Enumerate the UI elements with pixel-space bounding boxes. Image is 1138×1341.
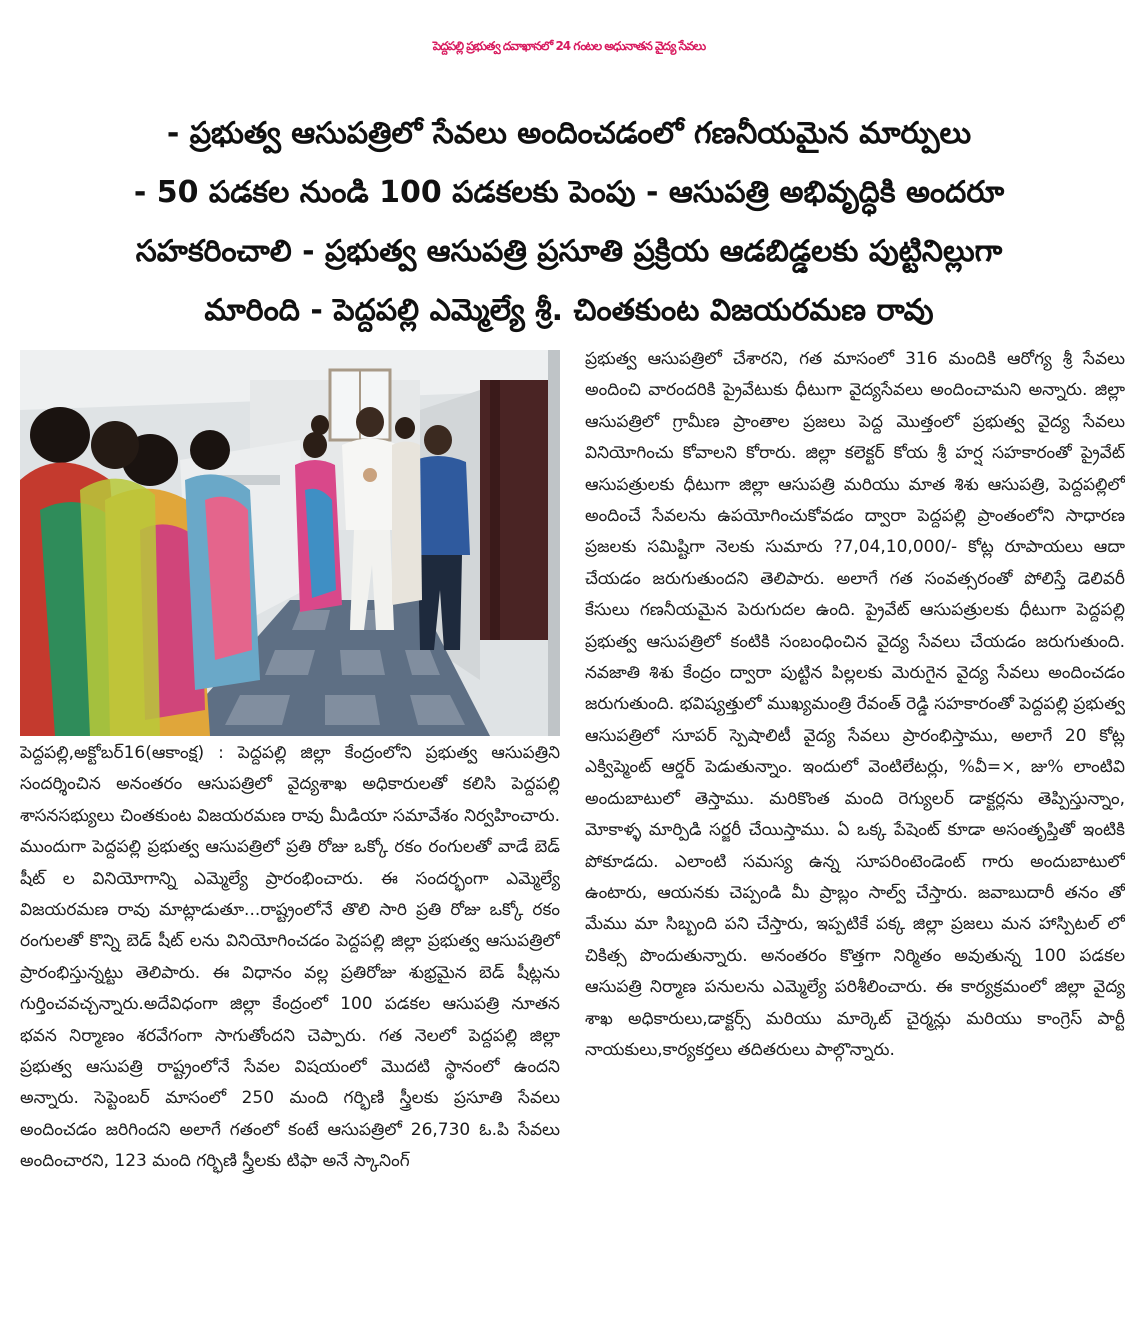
subhead-line-1: - ప్రభుత్వ ఆసుపత్రిలో సేవలు అందించడంలో గణనీయమైన మార్పులు: [166, 116, 972, 151]
subheadline: [20, 104, 1118, 340]
article-column-right: [585, 344, 1125, 1338]
subhead-line-2: - 50 పడకల నుండి 100 పడకలకు పెంపు - ఆసుపత్రి అభివృద్ధికి అందరూ: [133, 175, 1005, 210]
headline: పెద్దపల్లి ప్రభుత్వ దవాఖానలో 24 గంటల అధునాతన వైద్య సేవలు: [432, 39, 706, 53]
article-text-left: పెద్దపల్లి,అక్టోబర్16(ఆకాంక్ష) : పెద్దపల్లి జిల్లా కేంద్రంలోని ప్రభుత్వ ఆసుపత్రిని సందర్శించిన అనంతరం ఆసుపత్రిలో వైద్యశాఖ అధికారులతో కలిసి పెద్దపల్లి శాసనసభ్యులు చింతకుంట విజయరమణ రావు మీడియా సమావేశం నిర్వహించారు. ముందుగా పెద్దపల్లి ప్రభుత్వ ఆసుపత్రిలో ప్రతి రోజు ఒక్కో రకం రంగులతో వాడే బెడ్ షీట్ ల వినియోగాన్ని ఎమ్మెల్యే ప్రారంభించారు. ఈ సందర్భంగా ఎమ్మెల్యే విజయరమణ రావు మాట్లాడుతూ...రాష్ట్రంలోనే తొలి సారి ప్రతి రోజు ఒక్కో రకం రంగులతో కొన్ని బెడ్ షీట్ లను వినియోగించడం పెద్దపల్లి జిల్లా ప్రభుత్వ ఆసుపత్రిలో ప్రారంభిస్తున్నట్టు తెలిపారు. ఈ విధానం వల్ల ప్రతిరోజు శుభ్రమైన బెడ్ షీట్లను గుర్తించవచ్చన్నారు.అదేవిధంగా జిల్లా కేంద్రంలో 100 పడకల ఆసుపత్రి నూతన భవన నిర్మాణం శరవేగంగా సాగుతోందని చెప్పారు. గత నెలలో పెద్దపల్లి జిల్లా ప్రభుత్వ ఆసుపత్రి రాష్ట్రంలోనే సేవల విషయంలో మొదటి స్థానంలో ఉందని అన్నారు. సెప్టెంబర్ మాసంలో 250 మంది గర్భిణి స్త్రీలకు ప్రసూతి సేవలు అందించడం జరిగిందని అలాగే గతంలో కంటే ఆసుపత్రిలో 26,730 ఓ.పి సేవలు అందించారని, 123 మంది గర్భిణి స్త్రీలకు టిఫా అనే స్కానింగ్: [20, 743, 560, 1172]
article-column-left: [20, 738, 560, 1338]
subhead-line-3: సహకరించాలి - ప్రభుత్వ ఆసుపత్రి ప్రసూతి ప్రక్రియ ఆడబిడ్డలకు పుట్టినిల్లుగా: [135, 234, 1003, 269]
news-photo: [20, 350, 560, 736]
subhead-line-4: మారింది - పెద్దపల్లి ఎమ్మెల్యే శ్రీ. చింతకుంట విజయరమణ రావు: [204, 293, 934, 328]
article-text-right: ప్రభుత్వ ఆసుపత్రిలో చేశారని, గత మాసంలో 316 మందికి ఆరోగ్య శ్రీ సేవలు అందించి వారందరికి ప్రైవేటుకు ధీటుగా వైద్యసేవలు అందించామని అన్నారు. జిల్లా ఆసుపత్రిలో గ్రామీణ ప్రాంతాల ప్రజలు పెద్ద మొత్తంలో ప్రభుత్వ వైద్య సేవలు వినియోగించు కోవాలని కోరారు. జిల్లా కలెక్టర్ కోయ శ్రీ హర్ష సహకారంతో ప్రైవేట్ ఆసుపత్రులకు ధీటుగా జిల్లా ఆసుపత్రి మరియు మాత శిశు ఆసుపత్రి, పెద్దపల్లిలో అందించే సేవలను ఉపయోగించుకోవడం ద్వారా పెద్దపల్లి ప్రాంతంలోని సాధారణ ప్రజలకు సమిష్టిగా నెలకు సుమారు ?7,04,10,000/- కోట్ల రూపాయలు ఆదా చేయడం జరుగుతుందని తెలిపారు. అలాగే గత సంవత్సరంతో పోలిస్తే డెలివరీ కేసులు గణనీయమైన పెరుగుదల ఉంది. ప్రైవేట్ ఆసుపత్రులకు ధీటుగా పెద్దపల్లి ప్రభుత్వ ఆసుపత్రిలో కంటికి సంబంధించిన వైద్య సేవలు చేయడం జరుగుతుంది. నవజాతి శిశు కేంద్రం ద్వారా పుట్టిన పిల్లలకు మెరుగైన వైద్య సేవలు అందించడం జరుగుతుంది. భవిష్యత్తులో ముఖ్యమంత్రి రేవంత్ రెడ్డి సహకారంతో పెద్దపల్లి ప్రభుత్వ ఆసుపత్రిలో సూపర్ స్పెషాలిటీ వైద్య సేవలు ప్రారంభిస్తాము, అలాగే 20 కోట్ల ఎక్విప్మెంట్ ఆర్డర్ పెడుతున్నాం. ఇందులో వెంటిలేటర్లు, %వీ=×, జు% లాంటివి అందుబాటులో తెస్తాము. మరికొంత మంది రెగ్యులర్ డాక్టర్లను తెప్పిస్తున్నాం, మోకాళ్ళ మార్పిడి సర్జరీ చేయిస్తాము. ఏ ఒక్క పేషెంట్ కూడా అసంతృప్తితో ఇంటికి పోకూడదు. ఎలాంటి సమస్య ఉన్న సూపరింటెండెంట్ గారు అందుబాటులో ఉంటారు, ఆయనకు చెప్పండి మీ ప్రాబ్లం సాల్వ్ చేస్తారు. జవాబుదారీ తనం తో మేము మా సిబ్బంది పని చేస్తారు, ఇప్పటికే పక్క జిల్లా ప్రజలు మన హాస్పిటల్ లో చికిత్స పొందుతున్నారు. అనంతరం కొత్తగా నిర్మితం అవుతున్న 100 పడకల ఆసుపత్రి నిర్మాణ పనులను ఎమ్మెల్యే పరిశీలించారు. ఈ కార్యక్రమంలో జిల్లా వైద్య శాఖ అధికారులు,డాక్టర్స్ మరియు మార్కెట్ చైర్మన్లు మరియు కాంగ్రెస్ పార్టీ నాయకులు,కార్యకర్తలు తదితరులు పాల్గొన్నారు.: [585, 349, 1125, 1060]
